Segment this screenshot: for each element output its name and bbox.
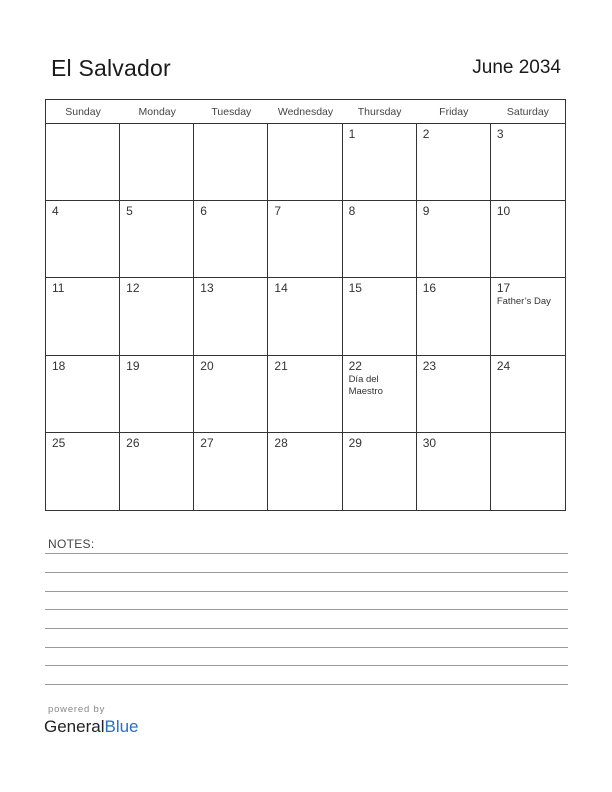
note-line: [45, 684, 568, 685]
day-cell: [343, 356, 417, 433]
day-number: 22: [348, 358, 362, 373]
day-cell: [268, 278, 342, 355]
weekday-header-monday: Monday: [120, 100, 194, 124]
note-line: [45, 609, 568, 610]
day-number: 21: [274, 358, 288, 373]
weekday-header-saturday: Saturday: [491, 100, 565, 124]
note-line: [45, 553, 568, 554]
day-cell: [343, 278, 417, 355]
day-number: 2: [422, 127, 430, 141]
day-cell: [194, 356, 268, 433]
day-number: 15: [348, 281, 362, 296]
brand-logo[interactable]: [44, 717, 139, 737]
day-number: 3: [496, 127, 504, 141]
holiday-label: Father’s Day: [496, 296, 551, 308]
day-cell: [46, 278, 120, 355]
day-number: 5: [126, 204, 133, 219]
day-cell: [417, 433, 491, 510]
day-cell: [268, 124, 342, 201]
day-cell: [268, 433, 342, 510]
day-cell: [194, 278, 268, 355]
day-cell: [194, 201, 268, 278]
day-number: 19: [126, 358, 140, 373]
day-cell: [417, 124, 491, 201]
day-number: 11: [52, 281, 65, 296]
day-cell: [343, 124, 417, 201]
day-number: 4: [52, 204, 59, 219]
page-title: El Salvador: [51, 55, 171, 81]
day-cell: [120, 433, 194, 510]
day-cell: [417, 201, 491, 278]
day-number: 1: [348, 127, 356, 141]
day-number: 16: [422, 281, 437, 296]
day-number: 23: [422, 358, 437, 373]
day-cell: [491, 278, 565, 355]
day-number: 14: [274, 281, 288, 296]
day-number: 24: [496, 358, 511, 373]
day-number: 6: [200, 204, 207, 219]
day-cell: [120, 356, 194, 433]
day-number: 17: [496, 281, 511, 296]
day-cell: [46, 356, 120, 433]
note-line: [45, 591, 568, 592]
day-number: 26: [126, 435, 140, 450]
day-cell: [491, 356, 565, 433]
day-cell: [343, 433, 417, 510]
holiday-label: Día del Maestro: [348, 373, 383, 397]
day-number: 29: [348, 435, 362, 450]
day-cell: [417, 356, 491, 433]
month-label: June 2034: [472, 57, 561, 78]
day-cell: [46, 201, 120, 278]
weekday-header-tuesday: Tuesday: [194, 100, 268, 124]
brand-name-general: General: [44, 717, 105, 736]
day-number: 27: [200, 435, 214, 450]
day-number: 30: [422, 435, 437, 450]
day-number: 13: [200, 281, 214, 296]
day-cell: [194, 124, 268, 201]
day-number: 20: [200, 358, 214, 373]
day-number: 8: [348, 204, 356, 219]
day-number: 18: [52, 358, 66, 373]
day-cell: [491, 201, 565, 278]
calendar-grid: [45, 99, 566, 511]
notes-label: NOTES:: [48, 537, 95, 551]
day-number: 28: [274, 435, 288, 450]
day-cell: [120, 201, 194, 278]
day-cell: [491, 433, 565, 510]
day-cell: [120, 278, 194, 355]
note-line: [45, 572, 568, 573]
day-number: 25: [52, 435, 66, 450]
day-cell: [120, 124, 194, 201]
day-cell: [491, 124, 565, 201]
day-number: 12: [126, 281, 140, 296]
note-line: [45, 628, 568, 629]
day-cell: [268, 356, 342, 433]
day-cell: [194, 433, 268, 510]
brand-name-blue: Blue: [104, 717, 139, 736]
note-line: [45, 647, 568, 648]
weekday-header-friday: Friday: [417, 100, 491, 124]
day-cell: [343, 201, 417, 278]
day-number: 9: [422, 204, 430, 219]
day-number: 7: [274, 204, 282, 219]
day-number: 10: [496, 204, 511, 219]
day-cell: [268, 201, 342, 278]
note-line: [45, 665, 568, 666]
powered-by-text: powered by: [48, 704, 106, 715]
weekday-header-sunday: Sunday: [46, 100, 120, 124]
day-cell: [46, 433, 120, 510]
weekday-header-wednesday: Wednesday: [268, 100, 342, 124]
weekday-header-thursday: Thursday: [343, 100, 417, 124]
day-cell: [46, 124, 120, 201]
day-cell: [417, 278, 491, 355]
